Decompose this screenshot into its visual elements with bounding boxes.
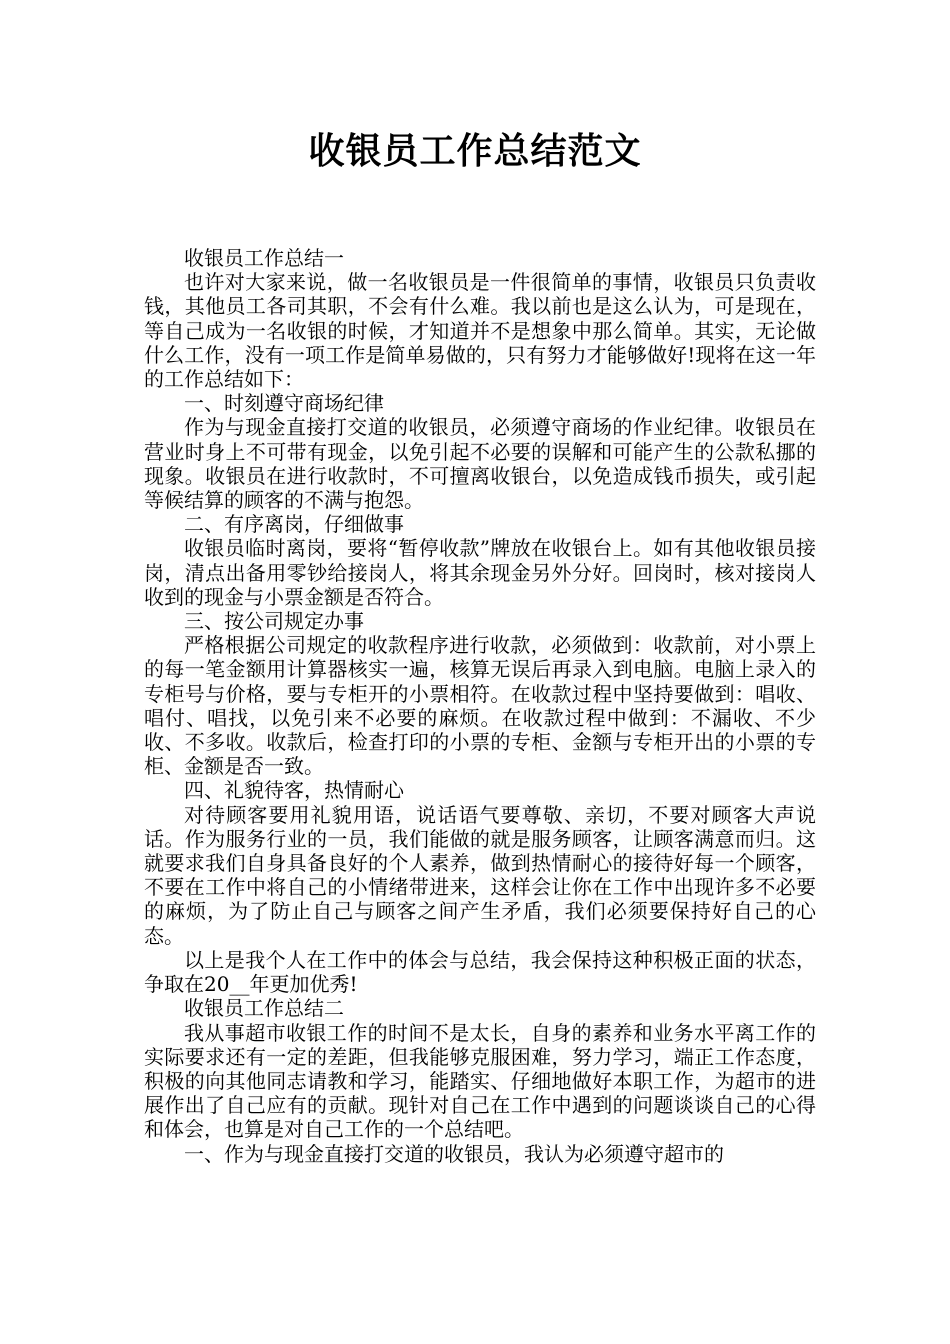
- paragraph: 一、作为与现金直接打交道的收银员，我认为必须遵守超市的: [184, 1141, 724, 1166]
- section-heading: 二、有序离岗，仔细做事: [184, 512, 404, 537]
- section-heading: 三、按公司规定办事: [184, 609, 364, 634]
- section-heading: 四、礼貌待客，热情耐心: [184, 778, 404, 803]
- paragraph: 严格根据公司规定的收款程序进行收款，必须做到：收款前，对小票上的每一笔金额用计算器核实一遍，核算无误后再录入到电脑。电脑上录入的专柜号与价格，要与专柜开的小票相符。在收款过程中坚持要做到：唱收、唱付、唱找，以免引来不必要的麻烦。在收款过程中做到：不漏收、不少收、不多收。收款后，检查打印的小票的专柜、金额与专柜开出的小票的专柜、金额是否一致。: [144, 633, 816, 779]
- paragraph: 收银员临时离岗，要将“暂停收款”牌放在收银台上。如有其他收银员接岗，清点出备用零钞给接岗人，将其余现金另外分好。回岗时，核对接岗人收到的现金与小票金额是否符合。: [144, 536, 816, 609]
- paragraph: 作为与现金直接打交道的收银员，必须遵守商场的作业纪律。收银员在营业时身上不可带有现金，以免引起不必要的误解和可能产生的公款私挪的现象。收银员在进行收款时，不可擅离收银台，以免造成钱币损失，或引起等候结算的顾客的不满与抱怨。: [144, 415, 816, 513]
- section-heading: 收银员工作总结二: [184, 996, 344, 1021]
- paragraph: 对待顾客要用礼貌用语，说话语气要尊敬、亲切，不要对顾客大声说话。作为服务行业的一员，我们能做的就是服务顾客，让顾客满意而归。这就要求我们自身具备良好的个人素养，做到热情耐心的接待好每一个顾客，不要在工作中将自己的小情绪带进来，这样会让你在工作中出现许多不必要的麻烦，为了防止自己与顾客之间产生矛盾，我们必须要保持好自己的心态。: [144, 802, 816, 948]
- paragraph: 我从事超市收银工作的时间不是太长，自身的素养和业务水平离工作的实际要求还有一定的差距，但我能够克服困难，努力学习，端正工作态度，积极的向其他同志请教和学习，能踏实、仔细地做好本职工作，为超市的进展作出了自己应有的贡献。现针对自己在工作中遇到的问题谈谈自己的心得和体会，也算是对自己工作的一个总结吧。: [144, 1020, 816, 1142]
- document-body: [144, 246, 816, 1166]
- document-title: 收银员工作总结范文: [308, 131, 642, 172]
- section-heading: 一、时刻遵守商场纪律: [184, 391, 384, 416]
- paragraph: 也许对大家来说，做一名收银员是一件很简单的事情，收银员只负责收钱，其他员工各司其职，不会有什么难。我以前也是这么认为，可是现在，等自己成为一名收银的时候，才知道并不是想象中那么简单。其实，无论做什么工作，没有一项工作是简单易做的，只有努力才能够做好!现将在这一年的工作总结如下：: [144, 270, 816, 392]
- paragraph: 以上是我个人在工作中的体会与总结，我会保持这种积极正面的状态，争取在20__年更加优秀!: [144, 947, 816, 997]
- section-heading: 收银员工作总结一: [184, 246, 344, 270]
